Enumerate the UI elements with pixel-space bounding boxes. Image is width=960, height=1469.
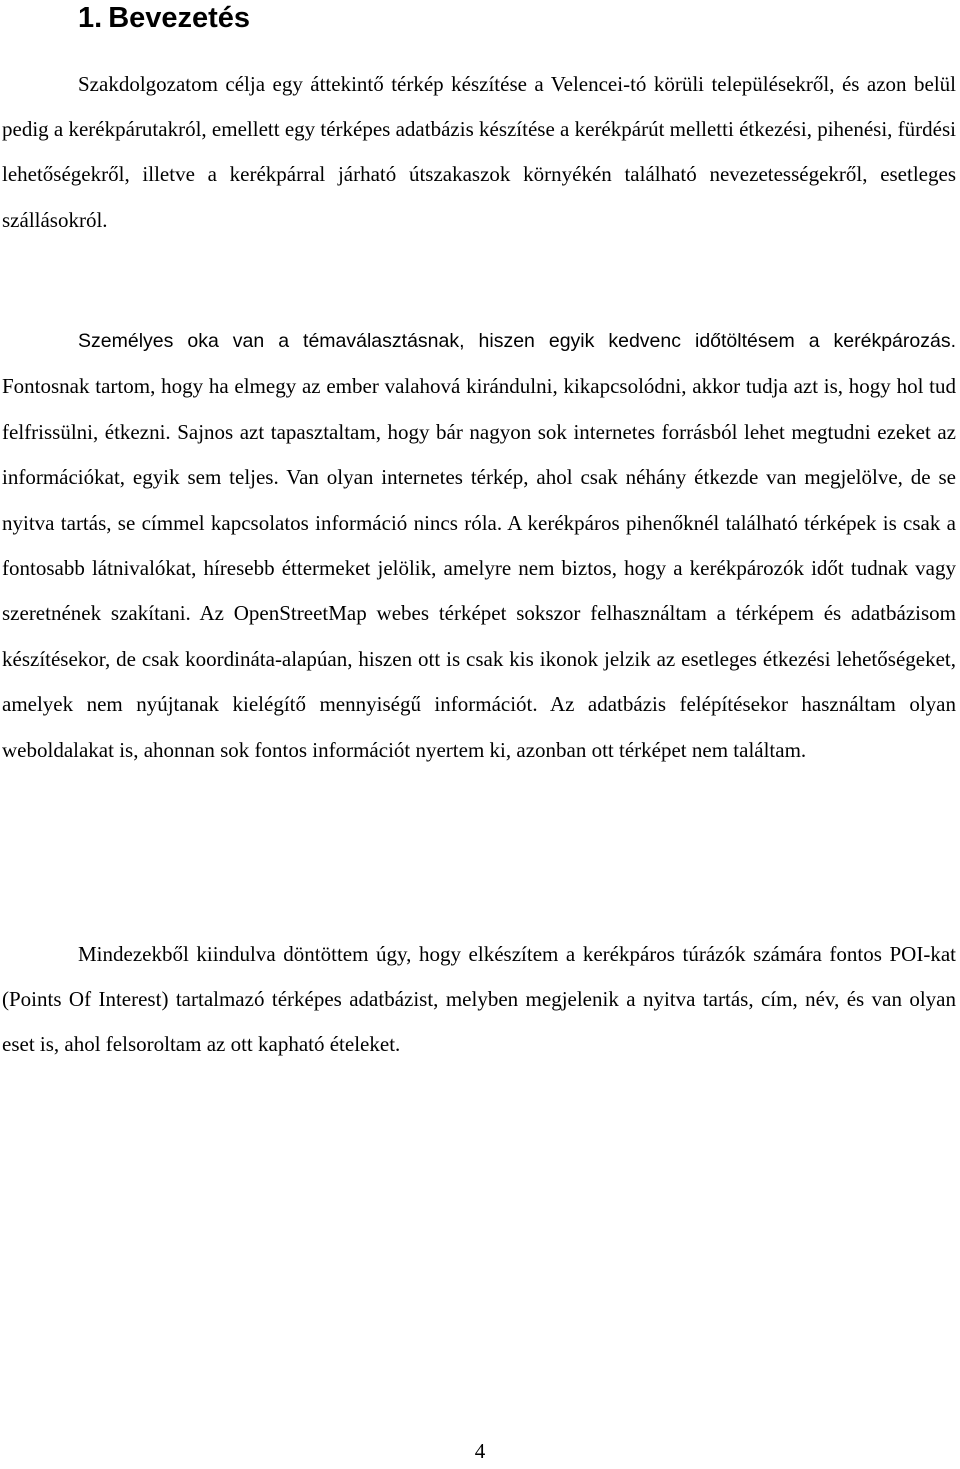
paragraph-3: Mindezekből kiindulva döntöttem úgy, hogy elkészítem a kerékpáros túrázók számára fontos POI-kat (Points Of Interest) tartalmazó térképes adatbázist, melyben megjelenik a nyitva tartás, cím, név, és van olyan eset is, ahol felsoroltam az ott kapható ételeket. bbox=[2, 942, 956, 1057]
page-number: 4 bbox=[474, 1439, 486, 1463]
section-title: Bevezetés bbox=[108, 2, 251, 34]
paragraph-2-body: Fontosnak tartom, hogy ha elmegy az ember valahová kirándulni, kikapcsolódni, akkor tudja azt is, hogy hol tud felfrissülni, étkezni. Sajnos azt tapasztaltam, hogy bár nagyon sok internetes forrásból lehet megtudni ezeket az információkat, egyik sem teljes. Van olyan internetes térkép, ahol csak néhány étkezde van megjelölve, de se nyitva tartás, se címmel kapcsolatos információ nincs róla. A kerékpáros pihenőknél található térképek is csak a fontosabb látnivalókat, híresebb éttermeket jelölik, amelyre nem biztos, hogy a kerékpározók időt tudnak vagy szeretnének szakítani. Az OpenStreetMap webes térképet sokszor felhasználtam a térképem és adatbázisom készítésekor, de csak koordináta-alapúan, hiszen ott is csak kis ikonok jelzik az esetleges étkezési lehetőségeket, amelyek nem nyújtanak kielégítő mennyiségű információt. Az adatbázis felépítésekor használtam olyan weboldalakat is, ahonnan sok fontos információt nyertem ki, azonban ott térképet nem találtam. bbox=[2, 374, 956, 762]
section-heading bbox=[78, 0, 250, 36]
paragraph-1: Szakdolgozatom célja egy áttekintő térkép készítése a Velencei-tó körüli településekről, és azon belül pedig a kerékpárutakról, emellett egy térképes adatbázis készítése a kerékpárút melletti étkezési, pihenési, fürdési lehetőségekről, illetve a kerékpárral járható útszakaszok környékén található nevezetességekről, esetleges szállásokról. bbox=[2, 72, 956, 232]
paragraph-2 bbox=[2, 318, 956, 773]
paragraph-2-sans-sentence: Személyes oka van a témaválasztásnak, hiszen egyik kedvenc időtöltésem a kerékpározás. bbox=[78, 330, 956, 352]
section-number: 1. bbox=[78, 2, 103, 34]
